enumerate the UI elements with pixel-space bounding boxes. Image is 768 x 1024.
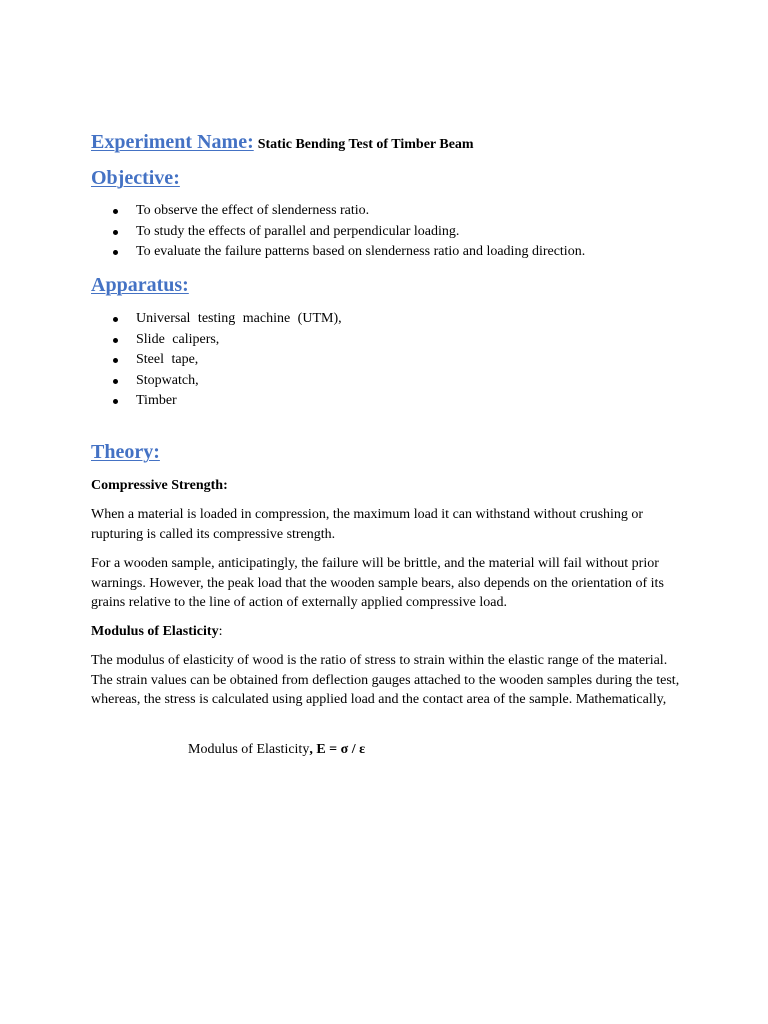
- modulus-formula: [188, 740, 365, 760]
- apparatus-item: Timber: [91, 391, 680, 412]
- apparatus-list-wrap: [91, 309, 680, 412]
- formula-expression: , E = σ / ε: [309, 742, 366, 757]
- modulus-heading-colon: :: [218, 624, 223, 639]
- bullet-icon: [113, 358, 118, 363]
- compressive-strength-paragraph-1: When a material is loaded in compression, the maximum load it can withstand without crushing or rupturing is called its compressive strength.: [91, 507, 644, 542]
- objective-item: To evaluate the failure patterns based on slenderness ratio and loading direction.: [91, 242, 680, 263]
- formula-label: Modulus of Elasticity: [188, 742, 310, 757]
- objective-list: [91, 201, 680, 263]
- apparatus-item: Steel tape,: [91, 350, 680, 371]
- experiment-title-line: [91, 130, 680, 154]
- experiment-name: Static Bending Test of Timber Beam: [257, 137, 474, 152]
- experiment-label: Experiment Name:: [91, 131, 254, 153]
- bullet-icon: [113, 317, 118, 322]
- bullet-icon: [113, 230, 118, 235]
- objective-item: To study the effects of parallel and perpendicular loading.: [91, 222, 680, 243]
- bullet-icon: [113, 399, 118, 404]
- bullet-icon: [113, 250, 118, 255]
- apparatus-list: [91, 309, 680, 412]
- compressive-strength-heading: Compressive Strength:: [91, 478, 228, 493]
- objective-list-wrap: [91, 201, 680, 263]
- apparatus-heading: Apparatus:: [91, 274, 189, 296]
- modulus-of-elasticity-paragraph: The modulus of elasticity of wood is the ratio of stress to strain within the elastic range of the material. The strain values can be obtained from deflection gauges attached to the wooden samples during the test, whereas, the stress is calculated using applied load and the contact area of the sample. Mathematically,: [91, 653, 680, 707]
- apparatus-heading-row: [91, 273, 680, 297]
- theory-heading: Theory:: [91, 441, 160, 463]
- modulus-of-elasticity-heading-row: [91, 622, 680, 642]
- apparatus-item: Slide calipers,: [91, 330, 680, 351]
- bullet-icon: [113, 209, 118, 214]
- bullet-icon: [113, 379, 118, 384]
- compressive-strength-paragraph-2: For a wooden sample, anticipatingly, the failure will be brittle, and the material will fail without prior warnings. However, the peak load that the wooden sample bears, also depends on the orientation of its grains relative to the line of action of externally applied compressive load.: [91, 556, 664, 610]
- apparatus-item: Universal testing machine (UTM),: [91, 309, 680, 330]
- modulus-of-elasticity-heading: Modulus of Elasticity: [91, 624, 219, 639]
- apparatus-item: Stopwatch,: [91, 371, 680, 392]
- bullet-icon: [113, 338, 118, 343]
- objective-item: To observe the effect of slenderness ratio.: [91, 201, 680, 222]
- theory-heading-row: [91, 440, 680, 464]
- objective-heading-row: [91, 166, 680, 190]
- objective-heading: Objective:: [91, 167, 180, 189]
